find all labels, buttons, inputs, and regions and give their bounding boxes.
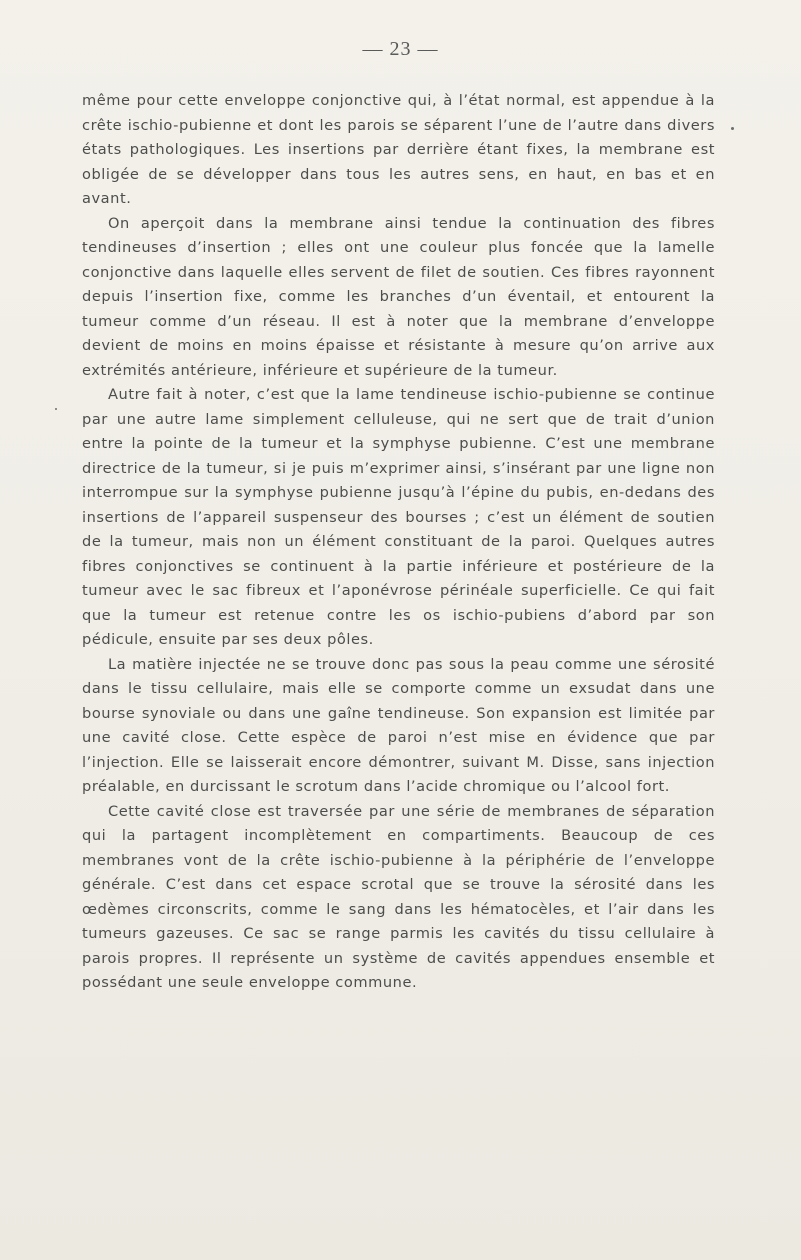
paragraph-2: On aperçoit dans la membrane ainsi tendue la continuation des fibres tendineuses d’insertion ; elles ont une couleur plus foncée que la lamelle conjonctive dans laquelle elles servent de filet de soutien. Ces fibres rayonnent depuis l’insertion fixe, comme les branches d’un éventail, et entourent la tumeur comme d’un réseau. Il est à noter que la membrane d’enveloppe devient de moins en moins épaisse et résistante à mesure qu’on arrive aux extrémités antérieure, inférieure et supérieure de la tumeur.	[82, 214, 715, 379]
paragraph-3: Autre fait à noter, c’est que la lame tendineuse ischio-pubienne se continue par une autre lame simplement celluleuse, qui ne sert que de trait d’union entre la pointe de la tumeur et la symphyse pubienne. C’est une membrane directrice de la tumeur, si je puis m’exprimer ainsi, s’insérant par une ligne non interrompue sur la symphyse pubienne jusqu’à l’épine du pubis, en-dedans des insertions de l’appareil suspenseur des bourses ; c’est un élément de soutien de la tumeur, mais non un élément constituant de la paroi. Quelques autres fibres conjonctives se continuent à la partie inférieure et postérieure de la tumeur avec le sac fibreux et l’aponévrose périnéale superficielle. Ce qui fait que la tumeur est retenue contre les os ischio-pubiens d’abord par son pédicule, ensuite par ses deux pôles.	[82, 386, 715, 648]
page-number: — 23 —	[362, 38, 439, 60]
body-text	[82, 89, 715, 996]
paragraph-1: même pour cette enveloppe conjonctive qui, à l’état normal, est appendue à la crête ischio-pubienne et dont les parois se séparent l’une de l’autre dans divers états pathologiques. Les insertions par derrière étant fixes, la membrane est obligée de se développer dans tous les autres sens, en haut, en bas et en avant.	[82, 92, 715, 207]
paragraph-4: La matière injectée ne se trouve donc pas sous la peau comme une sérosité dans le tissu cellulaire, mais elle se comporte comme un exsudat dans une bourse synoviale ou dans une gaîne tendineuse. Son expansion est limitée par une cavité close. Cette espèce de paroi n’est mise en évidence que par l’injection. Elle se laisserait encore démontrer, suivant M. Disse, sans injection préalable, en durcissant le scrotum dans l’acide chromique ou l’alcool fort.	[82, 655, 715, 795]
ink-speck	[55, 408, 57, 410]
ink-speck	[731, 127, 734, 130]
paragraph-5: Cette cavité close est traversée par une série de membranes de séparation qui la partagent incomplètement en compartiments. Beaucoup de ces membranes vont de la crête ischio-pubienne à la périphérie de l’enveloppe générale. C’est dans cet espace scrotal que se trouve la sérosité dans les œdèmes circonscrits, comme le sang dans les hématocèles, et l’air dans les tumeurs gazeuses. Ce sac se range parmis les cavités du tissu cellulaire à parois propres. Il représente un système de cavités appendues ensemble et possédant une seule enveloppe commune.	[82, 802, 715, 991]
